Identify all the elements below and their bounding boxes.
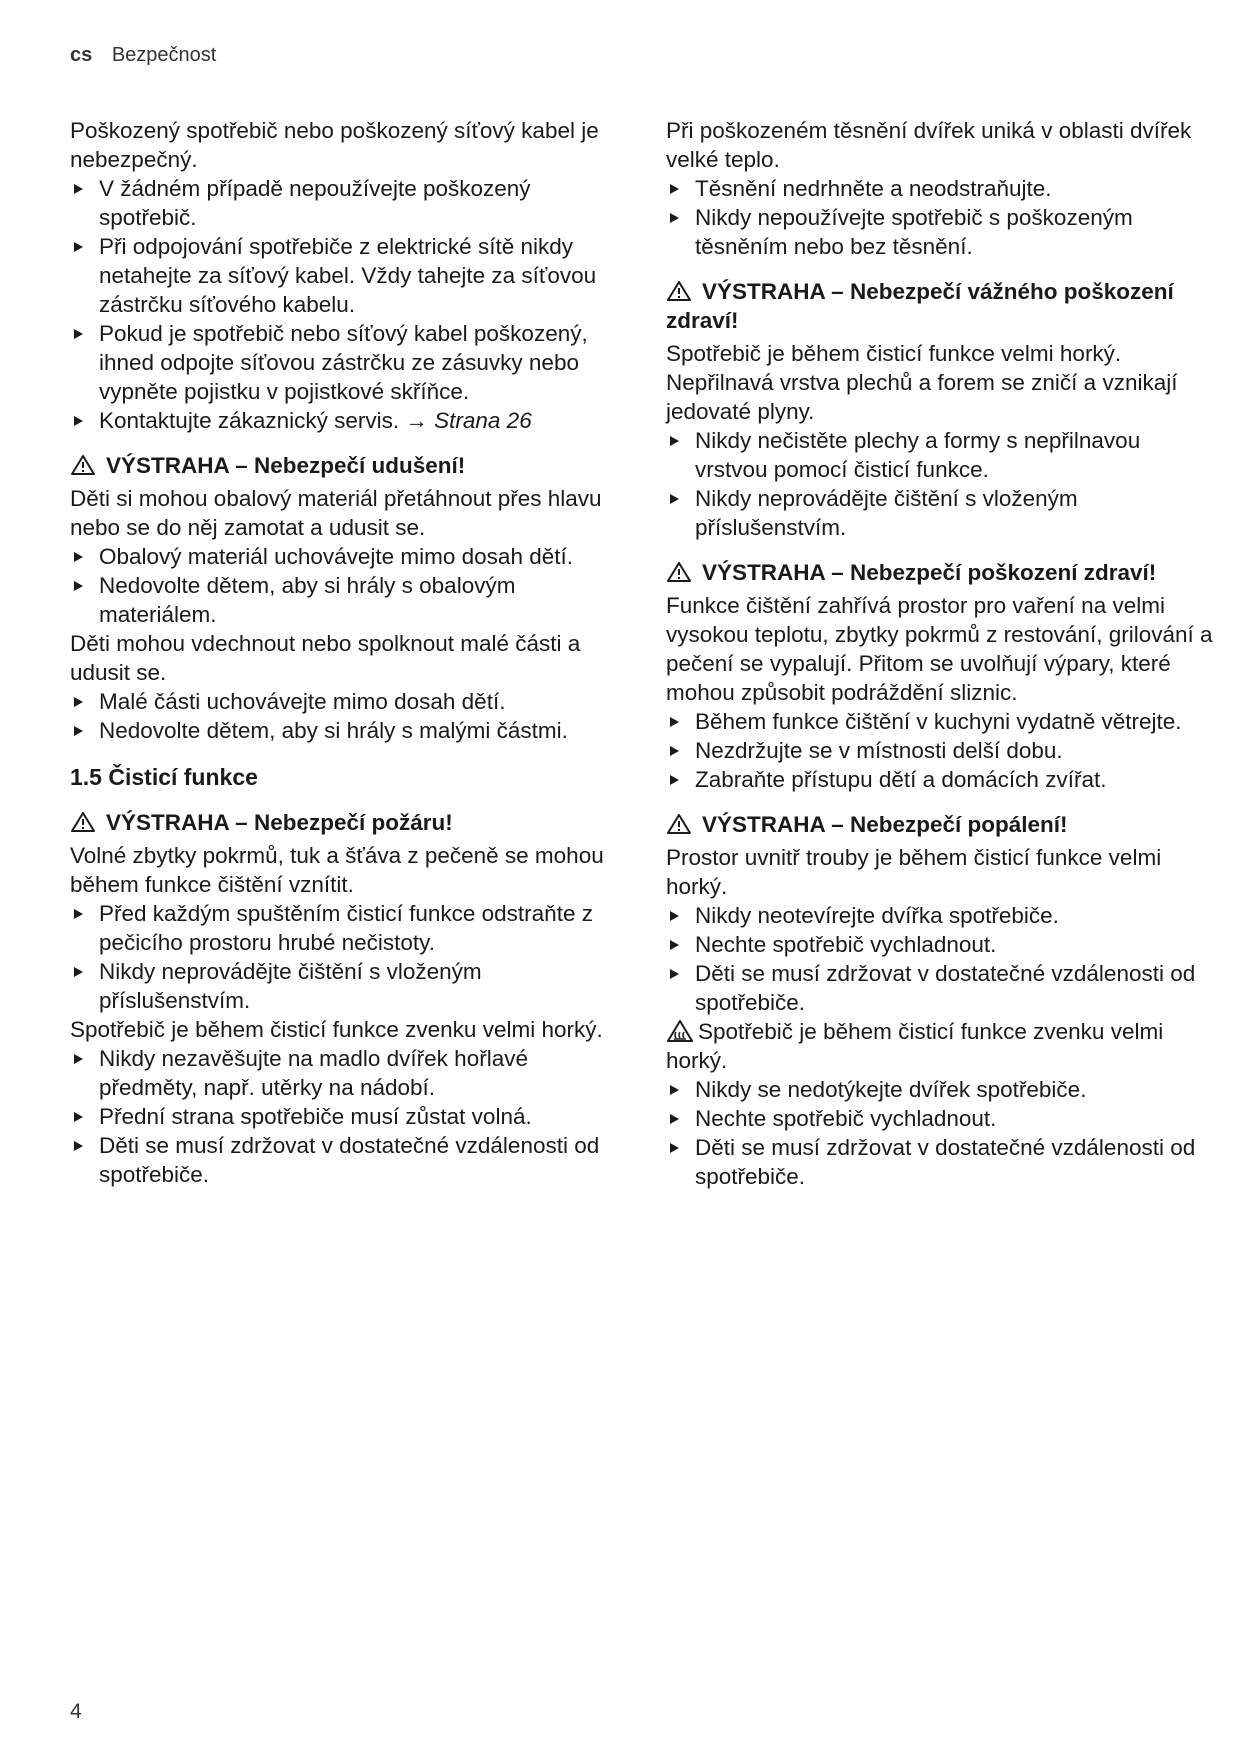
list-item: Při odpojování spotřebiče z elektrické sítě nikdy netahejte za síťový kabel. Vždy tahejte za síťovou zástrčku síťového kabelu. (70, 232, 610, 319)
list-item: Před každým spuštěním čisticí funkce odstraňte z pečicího prostoru hrubé nečistoty. (70, 899, 610, 957)
language-code: cs (70, 44, 93, 66)
warning-title: VÝSTRAHA – Nebezpečí udušení! (106, 453, 466, 478)
page-reference-link[interactable]: Strana 26 (434, 408, 532, 433)
warning-triangle-icon (666, 280, 692, 302)
paragraph: Funkce čištění zahřívá prostor pro vaření na velmi vysokou teplotu, zbytky pokrmů z restování, grilování a pečení se vypalují. Přitom se uvolňují výpary, které mohou způsobit podráždění sliznic. (666, 593, 1213, 705)
warning-triangle-icon (666, 813, 692, 835)
warning-title: VÝSTRAHA – Nebezpečí vážného poškození zdraví! (666, 279, 1174, 333)
section-name: Bezpečnost (111, 44, 217, 66)
list-item: Nikdy nečistěte plechy a formy s nepřilnavou vrstvou pomocí čisticí funkce. (666, 426, 1214, 484)
warning-heading (666, 277, 1214, 335)
list-item: Nikdy neprovádějte čištění s vloženým příslušenstvím. (70, 957, 610, 1015)
hot-surface-warning-icon (666, 1019, 694, 1043)
list-item-text: Kontaktujte zákaznický servis. → (99, 408, 435, 433)
paragraph (666, 1017, 1214, 1075)
right-column (666, 116, 1214, 1191)
warning-triangle-icon (666, 561, 692, 583)
paragraph-text: Spotřebič je během čisticí funkce zvenku velmi horký. (666, 1019, 1164, 1073)
list-item: Nechte spotřebič vychladnout. (666, 1104, 1214, 1133)
list-item: Děti se musí zdržovat v dostatečné vzdálenosti od spotřebiče. (666, 1133, 1214, 1191)
list-item: Těsnění nedrhněte a neodstraňujte. (666, 174, 1214, 203)
paragraph: Při poškozeném těsnění dvířek uniká v oblasti dvířek velké teplo. (666, 118, 1192, 172)
list-item: Malé části uchovávejte mimo dosah dětí. (70, 687, 610, 716)
list-item: V žádném případě nepoužívejte poškozený spotřebič. (70, 174, 610, 232)
warning-heading (70, 451, 610, 480)
list-item: Nechte spotřebič vychladnout. (666, 930, 1214, 959)
left-column (70, 116, 610, 1189)
paragraph: Spotřebič je během čisticí funkce velmi horký. Nepřilnavá vrstva plechů a forem se zničí a vznikají jedovaté plyny. (666, 341, 1178, 424)
list-item: Nedovolte dětem, aby si hrály s malými částmi. (70, 716, 610, 745)
paragraph: Spotřebič je během čisticí funkce zvenku velmi horký. (70, 1017, 603, 1042)
list-item: Nezdržujte se v místnosti delší dobu. (666, 736, 1214, 765)
paragraph: Prostor uvnitř trouby je během čisticí funkce velmi horký. (666, 845, 1162, 899)
section-heading: 1.5 Čisticí funkce (70, 764, 258, 790)
warning-heading (666, 558, 1214, 587)
list-item: Zabraňte přístupu dětí a domácích zvířat. (666, 765, 1214, 794)
warning-title: VÝSTRAHA – Nebezpečí požáru! (106, 810, 453, 835)
list-item: Nikdy neotevírejte dvířka spotřebiče. (666, 901, 1214, 930)
paragraph: Volné zbytky pokrmů, tuk a šťáva z pečeně se mohou během funkce čištění vznítit. (70, 843, 604, 897)
list-item: Nikdy nepoužívejte spotřebič s poškozeným těsněním nebo bez těsnění. (666, 203, 1214, 261)
warning-heading (666, 810, 1214, 839)
list-item: Během funkce čištění v kuchyni vydatně větrejte. (666, 707, 1214, 736)
list-item: Přední strana spotřebiče musí zůstat volná. (70, 1102, 610, 1131)
paragraph: Poškozený spotřebič nebo poškozený síťový kabel je nebezpečný. (70, 118, 599, 172)
page-number: 4 (70, 1700, 82, 1723)
list-item (70, 406, 610, 435)
list-item: Nedovolte dětem, aby si hrály s obalovým materiálem. (70, 571, 610, 629)
page-header (70, 44, 216, 67)
warning-title: VÝSTRAHA – Nebezpečí popálení! (702, 812, 1068, 837)
list-item: Obalový materiál uchovávejte mimo dosah dětí. (70, 542, 610, 571)
paragraph: Děti mohou vdechnout nebo spolknout malé části a udusit se. (70, 631, 581, 685)
list-item: Nikdy nezavěšujte na madlo dvířek hořlavé předměty, např. utěrky na nádobí. (70, 1044, 610, 1102)
paragraph: Děti si mohou obalový materiál přetáhnout přes hlavu nebo se do něj zamotat a udusit se. (70, 486, 602, 540)
list-item: Pokud je spotřebič nebo síťový kabel poškozený, ihned odpojte síťovou zástrčku ze zásuvky nebo vypněte pojistku v pojistkové skříňce. (70, 319, 610, 406)
warning-heading (70, 808, 610, 837)
list-item: Nikdy neprovádějte čištění s vloženým příslušenstvím. (666, 484, 1214, 542)
list-item: Děti se musí zdržovat v dostatečné vzdálenosti od spotřebiče. (70, 1131, 610, 1189)
warning-title: VÝSTRAHA – Nebezpečí poškození zdraví! (702, 560, 1157, 585)
warning-triangle-icon (70, 811, 96, 833)
list-item: Nikdy se nedotýkejte dvířek spotřebiče. (666, 1075, 1214, 1104)
warning-triangle-icon (70, 454, 96, 476)
list-item: Děti se musí zdržovat v dostatečné vzdálenosti od spotřebiče. (666, 959, 1214, 1017)
